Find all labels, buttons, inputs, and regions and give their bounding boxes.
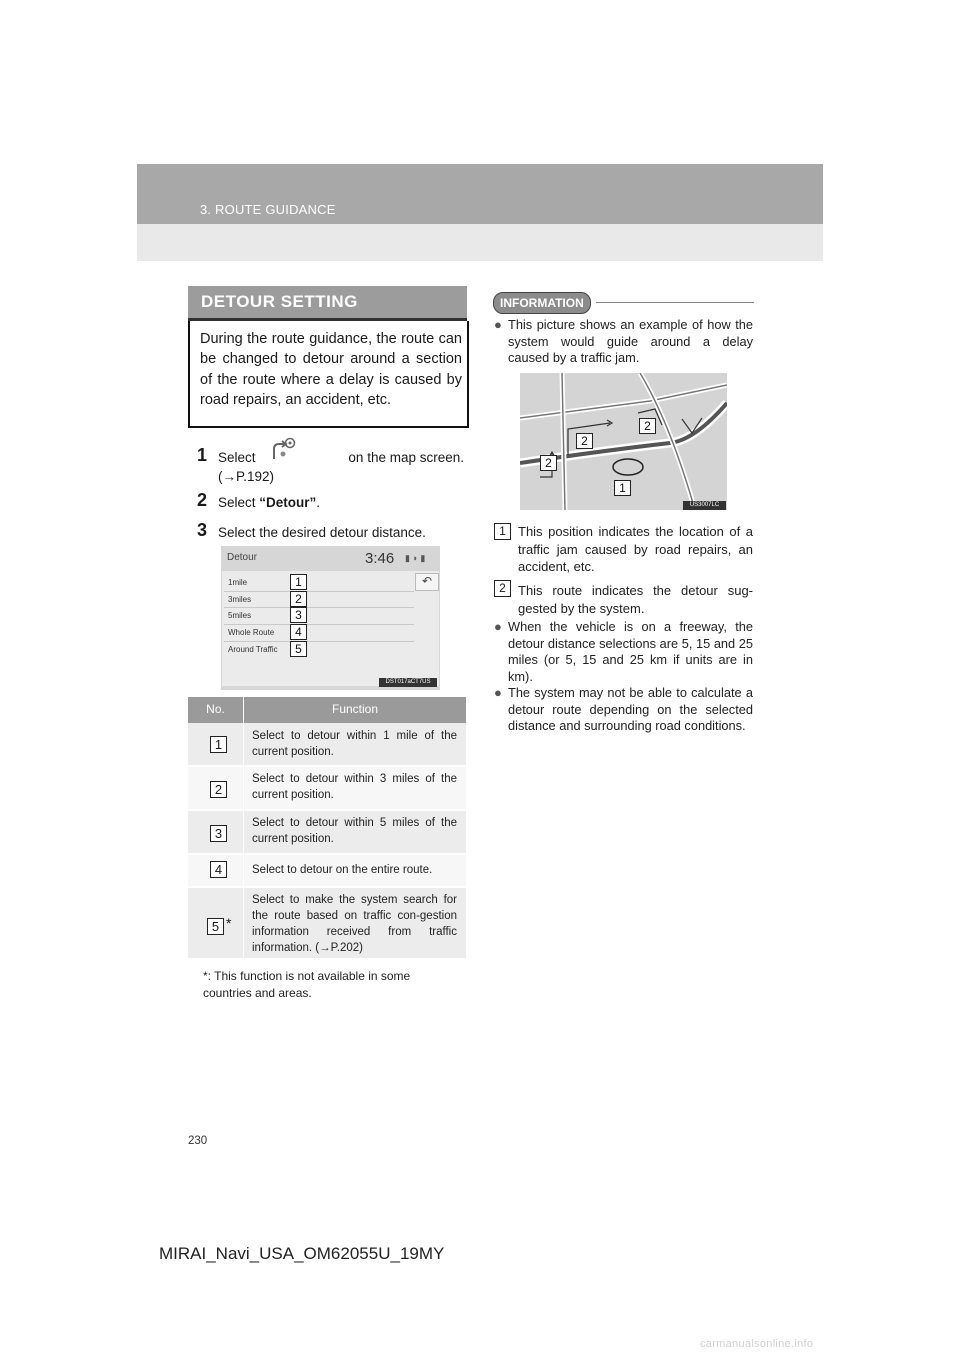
row-number: 5 — [207, 918, 224, 935]
section-label: 3. ROUTE GUIDANCE — [200, 202, 336, 217]
row-number: 3 — [210, 825, 227, 842]
screen-item-1mile[interactable]: 1mile — [228, 578, 248, 587]
bullet-icon: ● — [494, 685, 502, 700]
step-2-pre: Select — [218, 495, 260, 510]
detour-heading — [188, 286, 467, 321]
detour-heading-text: DETOUR SETTING — [201, 292, 358, 311]
callout-1: 1 — [290, 574, 307, 590]
screen-item-whole-route[interactable]: Whole Route — [228, 628, 275, 637]
bullet-icon: ● — [494, 317, 502, 332]
row-divider — [243, 767, 244, 809]
row-function: Select to detour within 5 miles of the current position. — [252, 817, 457, 845]
step-1-number: 1 — [197, 445, 208, 465]
screen-divider — [224, 641, 414, 642]
table-col-function: Function — [331, 702, 379, 716]
row-divider — [243, 888, 244, 958]
row-function: Select to detour within 3 miles of the current position. — [252, 773, 457, 801]
table-row — [188, 767, 466, 811]
def-number: 2 — [494, 580, 511, 597]
information-badge: INFORMATION — [493, 292, 591, 314]
table-row — [188, 811, 466, 855]
map-callout-2: 2 — [639, 418, 656, 434]
step-2-post: . — [316, 495, 321, 510]
screen-item-around-traffic[interactable]: Around Traffic — [228, 645, 278, 654]
screen-status-icons: ▮ ◗ ▮ — [405, 553, 426, 563]
callout-4: 4 — [290, 624, 307, 640]
row-divider — [243, 855, 244, 886]
step-2-bold: “Detour” — [259, 495, 317, 510]
info-bullet-2: When the vehicle is on a freeway, the detour distance selections are 5, 15 and 25 miles (or 5, 15 and 25 km if units are in km). — [508, 619, 753, 684]
callout-3: 3 — [290, 607, 307, 623]
screen-divider — [224, 591, 414, 592]
document-id: MIRAI_Navi_USA_OM62055U_19MY — [159, 1244, 445, 1263]
watermark: carmanualsonline.info — [700, 1338, 814, 1350]
table-row — [188, 855, 466, 888]
table-footnote: *: This function is not available in some countries and areas. — [203, 969, 411, 1000]
table-row — [188, 888, 466, 960]
screen-divider — [224, 607, 414, 608]
return-icon[interactable]: ↶ — [415, 573, 439, 591]
def-text-1: This position indicates the location of a traffic jam caused by road repairs, an accident, etc. — [518, 524, 753, 574]
page-number: 230 — [188, 1135, 208, 1147]
step-2-number: 2 — [197, 490, 208, 510]
row-footnote-marker: * — [226, 915, 232, 931]
screen-title: Detour — [227, 552, 258, 563]
row-function: Select to detour on the entire route. — [252, 864, 433, 876]
information-rule — [596, 302, 754, 303]
row-divider — [243, 811, 244, 853]
row-number: 1 — [210, 736, 227, 753]
def-number: 1 — [494, 523, 511, 540]
row-number: 2 — [210, 781, 227, 798]
step-1-text: on the map screen. — [348, 450, 464, 465]
map-callout-2: 2 — [540, 455, 557, 471]
screen-item-3miles[interactable]: 3miles — [228, 595, 252, 604]
bullet-icon: ● — [494, 619, 502, 634]
step-2-text — [218, 495, 320, 510]
step-3-text: Select the desired detour distance. — [218, 525, 426, 540]
step-1-ref: (→P.192) — [218, 469, 275, 484]
screen-clock: 3:46 — [365, 550, 395, 567]
table-col-no: No. — [206, 702, 225, 716]
row-function: Select to make the system search for the route based on traffic con-gestion information received from traffic information. (→P.202) — [252, 894, 457, 954]
row-divider — [243, 723, 244, 765]
callout-5: 5 — [290, 641, 307, 657]
table-row — [188, 723, 466, 767]
map-callout-2: 2 — [576, 433, 593, 449]
row-function: Select to detour within 1 mile of the current position. — [252, 730, 457, 758]
step-3-number: 3 — [197, 520, 208, 540]
info-bullet-1: This picture shows an example of how the system would guide around a delay caused by a traffic jam. — [508, 317, 753, 366]
reroute-icon — [270, 437, 296, 463]
screen-item-5miles[interactable]: 5miles — [228, 611, 252, 620]
map-callout-1: 1 — [614, 480, 631, 496]
screen-image-code: DST017aCT7US — [379, 678, 437, 687]
info-bullet-3: The system may not be able to calculate a detour route depending on the selected distance and surrounding road conditions. — [508, 685, 753, 734]
screen-divider — [224, 624, 414, 625]
map-image-code: US3007LC — [683, 501, 726, 510]
intro-text: During the route guidance, the route can be changed to detour around a section of the route where a delay is caused by road repairs, an accident, etc. — [200, 331, 462, 409]
header-sub-bar — [137, 224, 823, 261]
callout-2: 2 — [290, 591, 307, 607]
def-text-2: This route indicates the detour sug-gested by the system. — [518, 583, 753, 616]
row-number: 4 — [210, 861, 227, 878]
step-1-select: Select — [218, 450, 256, 465]
